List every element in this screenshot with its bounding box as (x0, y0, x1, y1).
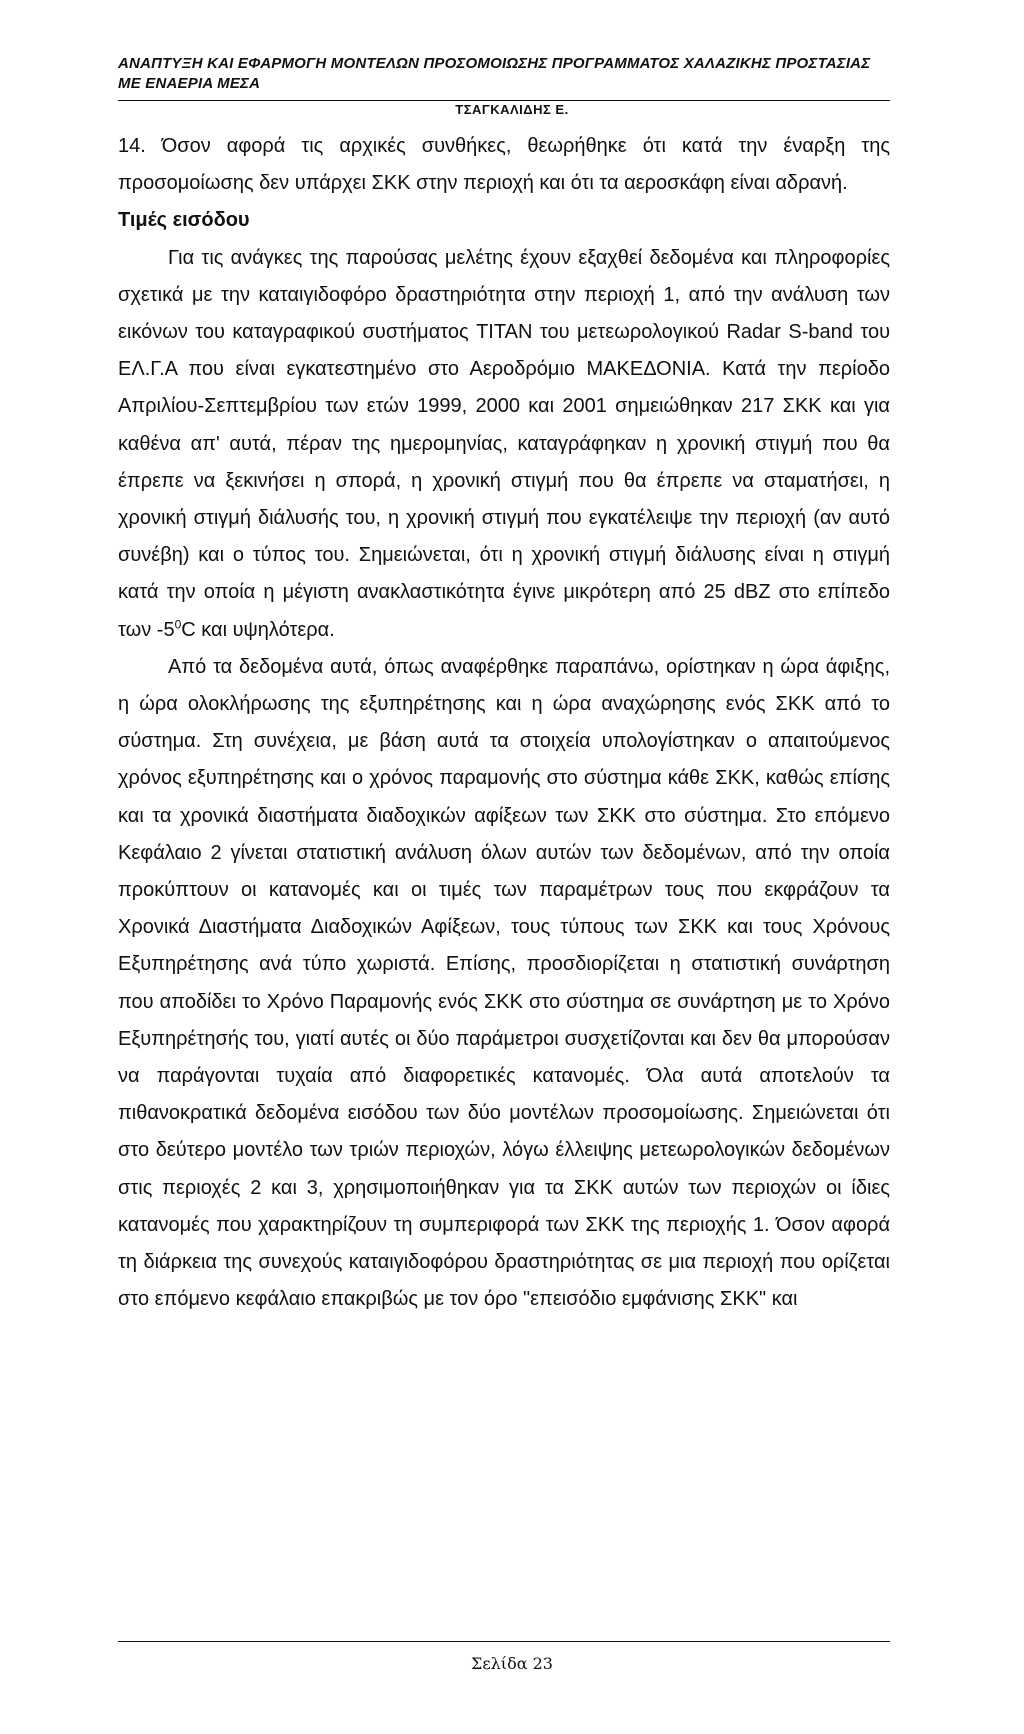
running-header-author: ΤΣΑΓΚΑΛΙΔΗΣ Ε. (455, 102, 569, 117)
running-header-title: ΑΝΑΠΤΥΞΗ ΚΑΙ ΕΦΑΡΜΟΓΗ ΜΟΝΤΕΛΩΝ ΠΡΟΣΟΜΟΙΩΣΗΣ ΠΡΟΓΡΑΜΜΑΤΟΣ ΧΑΛΑΖΙΚΗΣ ΠΡΟΣΤΑΣΙΑΣ ΜΕ ΕΝΑΕΡΙΑ ΜΕΣΑ (118, 55, 871, 92)
header-rule (118, 100, 890, 101)
degree-superscript: 0 (174, 616, 182, 631)
body-paragraph-1 (118, 240, 890, 649)
section-title: Τιμές εισόδου (118, 209, 250, 232)
footer-rule (118, 1641, 890, 1642)
paragraph-1-text: Για τις ανάγκες της παρούσας μελέτης έχουν εξαχθεί δεδομένα και πληροφορίες σχετικά με την καταιγιδοφόρο δραστηριότητα στην περιοχή 1, από την ανάλυση των εικόνων του καταγραφικού συστήματος TITAN του μετεωρολογικού Radar S-band του ΕΛ.Γ.Α που είναι εγκατεστημένο στο Αεροδρόμιο ΜΑΚΕΔΟΝΙΑ. Κατά την περίοδο Απριλίου-Σεπτεμβρίου των ετών 1999, 2000 και 2001 σημειώθηκαν 217 ΣΚΚ και για καθένα απ' αυτά, πέραν της ημερομηνίας, καταγράφηκαν η χρονική στιγμή που θα έπρεπε να ξεκινήσει η σπορά, η χρονική στιγμή που θα έπρεπε να σταματήσει, η χρονική στιγμή διάλυσής του, η χρονική στιγμή που εγκατέλειψε την περιοχή (αν αυτό συνέβη) και ο τύπος του. Σημειώνεται, ότι η χρονική στιγμή διάλυσης είναι η στιγμή κατά την οποία η μέγιστη ανακλαστικότητα έγινε μικρότερη από 25 dBZ στο επίπεδο των -5 (118, 246, 890, 641)
page-body (118, 128, 890, 1319)
paragraph-1-end: C και υψηλότερα. (181, 618, 335, 641)
body-paragraph-2: Από τα δεδομένα αυτά, όπως αναφέρθηκε παραπάνω, ορίστηκαν η ώρα άφιξης, η ώρα ολοκλήρωσης της εξυπηρέτησης και η ώρα αναχώρησης ενός ΣΚΚ από το σύστημα. Στη συνέχεια, με βάση αυτά τα στοιχεία υπολογίστηκαν ο απαιτούμενος χρόνος εξυπηρέτησης και ο χρόνος παραμονής στο σύστημα κάθε ΣΚΚ, καθώς επίσης και τα χρονικά διαστήματα διαδοχικών αφίξεων των ΣΚΚ στο σύστημα. Στο επόμενο Κεφάλαιο 2 γίνεται στατιστική ανάλυση όλων αυτών των δεδομένων, από την οποία προκύπτουν οι κατανομές και οι τιμές των παραμέτρων τους που εκφράζουν τα Χρονικά Διαστήματα Διαδοχικών Αφίξεων, τους τύπους των ΣΚΚ και τους Χρόνους Εξυπηρέτησης ανά τύπο χωριστά. Επίσης, προσδιορίζεται η στατιστική συνάρτηση που αποδίδει το Χρόνο Παραμονής ενός ΣΚΚ στο σύστημα σε συνάρτηση με το Χρόνο Εξυπηρέτησής του, γιατί αυτές οι δύο παράμετροι συσχετίζονται και δεν θα μπορούσαν να παράγονται τυχαία από διαφορετικές κατανομές. Όλα αυτά αποτελούν τα πιθανοκρατικά δεδομένα εισόδου των δύο μοντέλων προσομοίωσης. Σημειώνεται ότι στο δεύτερο μοντέλο των τριών περιοχών, λόγω έλλειψης μετεωρολογικών δεδομένων στις περιοχές 2 και 3, χρησιμοποιήθηκαν για τα ΣΚΚ αυτών των περιοχών οι ίδιες κατανομές που χαρακτηρίζουν τη συμπεριφορά των ΣΚΚ της περιοχής 1. Όσον αφορά τη διάρκεια της συνεχούς καταιγιδοφόρου δραστηριότητας σε μια περιοχή που ορίζεται στο επόμενο κεφάλαιο επακριβώς με τον όρο "επεισόδιο εμφάνισης ΣΚΚ" και (118, 655, 890, 1311)
item-14-paragraph: 14. Όσον αφορά τις αρχικές συνθήκες, θεωρήθηκε ότι κατά την έναρξη της προσομοίωσης δεν υπάρχει ΣΚΚ στην περιοχή και ότι τα αεροσκάφη είναι αδρανή. (118, 135, 890, 195)
page-number: Σελίδα 23 (471, 1654, 553, 1673)
